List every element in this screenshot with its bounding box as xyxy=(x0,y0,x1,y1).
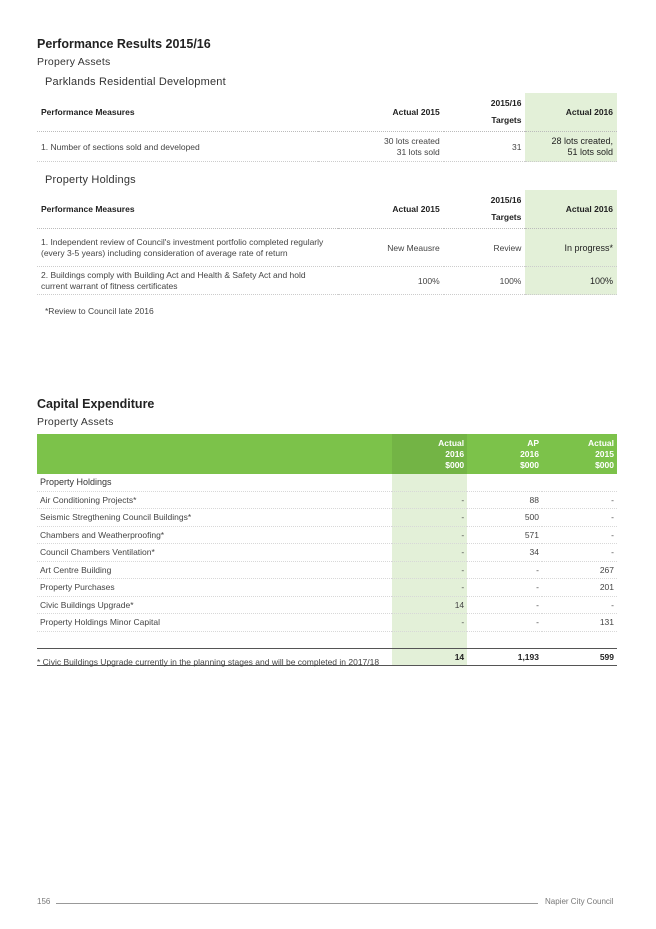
section-subtitle: Propery Assets xyxy=(37,56,111,68)
header-actual-2015: Actual 2015 xyxy=(318,93,443,132)
header-l2: 2015 xyxy=(595,449,614,459)
actual-2016-cell xyxy=(525,132,617,162)
row-label: Art Centre Building xyxy=(37,561,392,579)
spacer-row xyxy=(37,631,617,649)
header-targets-label: Targets xyxy=(491,212,522,222)
header-l2: 2016 xyxy=(520,449,539,459)
header-l1: Actual xyxy=(588,438,614,448)
header-blank xyxy=(37,434,392,474)
ap-2016-value: - xyxy=(467,614,542,632)
header-ap-2016 xyxy=(467,434,542,474)
table-row xyxy=(37,579,617,597)
actual-2016-value: - xyxy=(392,614,467,632)
row-label: Seismic Stregthening Council Buildings* xyxy=(37,509,392,527)
header-actual-2016: Actual 2016 xyxy=(525,190,617,229)
actual-2015-cell: New Meausre xyxy=(338,229,444,267)
total-ap-2016: 1,193 xyxy=(467,649,542,666)
target-cell: 31 xyxy=(444,132,526,162)
header-targets-year: 2015/16 xyxy=(490,195,522,205)
actual-2015-value: 201 xyxy=(542,579,617,597)
target-cell: Review xyxy=(444,229,526,267)
row-label: Civic Buildings Upgrade* xyxy=(37,596,392,614)
actual-2016-value: - xyxy=(392,544,467,562)
ap-2016-value: 500 xyxy=(467,509,542,527)
section-row xyxy=(37,474,617,491)
capex-note: * Civic Buildings Upgrade currently in the planning stages and will be completed in 2017/18 xyxy=(37,657,380,667)
actual-2015-value: 131 xyxy=(542,614,617,632)
actual-2016-value: - xyxy=(392,509,467,527)
actual-2015-value: - xyxy=(542,509,617,527)
ap-2016-value: 34 xyxy=(467,544,542,562)
actual-2015-value: - xyxy=(542,544,617,562)
footer-org: Napier City Council xyxy=(545,897,614,906)
capex-subtitle: Property Assets xyxy=(37,416,114,428)
actual-2015-line2: 31 lots sold xyxy=(396,146,440,157)
actual-2016-value: 14 xyxy=(392,596,467,614)
actual-2016-value: - xyxy=(392,491,467,509)
actual-2016-cell: In progress* xyxy=(525,229,617,267)
holdings-heading: Property Holdings xyxy=(45,174,136,186)
header-targets xyxy=(444,190,526,229)
header-actual-2016 xyxy=(392,434,467,474)
row-label: Property Holdings Minor Capital xyxy=(37,614,392,632)
parklands-heading: Parklands Residential Development xyxy=(45,76,226,88)
table-row xyxy=(37,229,617,267)
row-label: Property Purchases xyxy=(37,579,392,597)
header-actual-2016: Actual 2016 xyxy=(525,93,617,132)
actual-2016-value: - xyxy=(392,526,467,544)
target-cell: 100% xyxy=(444,267,526,295)
actual-2015-value: - xyxy=(542,491,617,509)
measure-cell: 1. Number of sections sold and developed xyxy=(37,132,318,162)
actual-2016-cell: 100% xyxy=(525,267,617,295)
table-row xyxy=(37,614,617,632)
header-measure: Performance Measures xyxy=(37,190,338,229)
row-label: Air Conditioning Projects* xyxy=(37,491,392,509)
actual-2015-cell: 100% xyxy=(338,267,444,295)
header-l1: AP xyxy=(527,438,539,448)
total-actual-2015: 599 xyxy=(542,649,617,666)
actual-2015-value: - xyxy=(542,526,617,544)
table-row xyxy=(37,509,617,527)
page-number: 156 xyxy=(37,897,51,906)
measure-cell: 2. Buildings comply with Building Act and Health & Safety Act and hold current warrant of fitness certificates xyxy=(37,267,338,295)
total-actual-2016: 14 xyxy=(392,649,467,666)
actual-2016-value: - xyxy=(392,561,467,579)
table-row xyxy=(37,267,617,295)
measure-cell: 1. Independent review of Council's investment portfolio completed regularly (every 3-5 years) including consideration of average rate of return xyxy=(37,229,338,267)
parklands-table xyxy=(37,93,617,162)
table-row xyxy=(37,132,617,162)
ap-2016-value: - xyxy=(467,596,542,614)
header-targets xyxy=(444,93,526,132)
ap-2016-value: 571 xyxy=(467,526,542,544)
actual-2015-cell xyxy=(318,132,443,162)
actual-2015-value: 267 xyxy=(542,561,617,579)
footer-rule xyxy=(56,903,538,904)
review-note: *Review to Council late 2016 xyxy=(45,306,154,316)
actual-2015-value: - xyxy=(542,596,617,614)
table-row xyxy=(37,561,617,579)
row-label: Council Chambers Ventilation* xyxy=(37,544,392,562)
table-row xyxy=(37,526,617,544)
header-actual-2015: Actual 2015 xyxy=(338,190,444,229)
actual-2016-line2: 51 lots sold xyxy=(567,146,613,157)
header-l3: $000 xyxy=(520,460,539,470)
holdings-table xyxy=(37,190,617,295)
capex-table xyxy=(37,434,617,666)
capex-title: Capital Expenditure xyxy=(37,397,155,411)
header-actual-2015 xyxy=(542,434,617,474)
page-title: Performance Results 2015/16 xyxy=(37,37,211,51)
table-row xyxy=(37,544,617,562)
row-label: Chambers and Weatherproofing* xyxy=(37,526,392,544)
header-targets-year: 2015/16 xyxy=(490,98,522,108)
header-l3: $000 xyxy=(595,460,614,470)
actual-2015-line1: 30 lots created xyxy=(384,135,440,146)
actual-2016-value: - xyxy=(392,579,467,597)
ap-2016-value: 88 xyxy=(467,491,542,509)
header-l3: $000 xyxy=(445,460,465,470)
table-row xyxy=(37,491,617,509)
capex-header-row xyxy=(37,434,617,474)
table-row xyxy=(37,596,617,614)
header-l2: 2016 xyxy=(445,449,465,459)
actual-2016-line1: 28 lots created, xyxy=(551,135,613,146)
header-measure: Performance Measures xyxy=(37,93,318,132)
ap-2016-value: - xyxy=(467,561,542,579)
section-label: Property Holdings xyxy=(37,474,392,491)
header-l1: Actual xyxy=(438,438,465,448)
header-targets-label: Targets xyxy=(491,115,522,125)
ap-2016-value: - xyxy=(467,579,542,597)
